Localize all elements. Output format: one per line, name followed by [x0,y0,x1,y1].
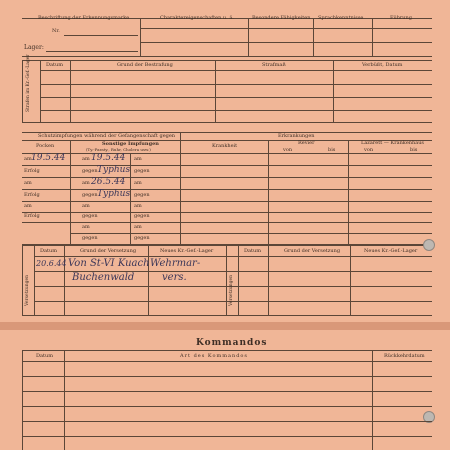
transfer-top-rule [22,245,432,246]
transfer-col-reason-l: Grund der Versetzung [80,248,137,254]
row-erfolg-3: Erfolg [24,213,40,219]
row-gegen-o2: gegen [82,192,98,198]
row-gegen-r4: gegen [134,235,150,241]
punish-top-rule [22,60,432,61]
transfer-side-label-left: Versetzungen [25,274,30,306]
card-fold [0,322,450,330]
hw-transfer-new-1: Wehrmar- [150,258,201,269]
vacc-row-rule [22,165,432,166]
disease-revier-von: von [283,147,293,153]
header-divider [248,18,249,56]
row-am-r1: am [134,156,142,162]
row-am-o2: am [82,180,90,186]
hw-pocken-date: 19.5.44 [31,153,66,163]
header-divider [140,18,141,56]
disease-revier-bis: bis [328,147,336,153]
vacc-title: Schutzimpfungen während der Gefangenschaft gegen [38,133,176,139]
hw-other-type-2: Typhus [97,189,131,199]
kommandos-row-rule [22,406,432,407]
mark-label: Beschriftung der Erkennungsmarke [38,15,130,21]
punish-bottom-rule [22,122,432,123]
row-am-r2: am [134,180,142,186]
vacc-row-rule [22,201,432,202]
conduct-label: Führung [390,15,412,21]
disease-col [268,140,269,244]
punish-row-rule [40,97,432,98]
kommandos-head-rule [22,361,432,362]
punch-hole [423,239,435,251]
kommandos-col [64,350,65,450]
header-divider [313,18,314,56]
transfer-left-rule [22,245,23,315]
punish-row-rule [40,84,432,85]
disease-col-illness: Krankheit [212,143,238,149]
vacc-inner-col [130,153,131,244]
row-gegen-r3: gegen [134,213,150,219]
row-am-r3: am [134,203,142,209]
transfer-col-date-r: Datum [244,248,261,254]
punish-col-measure: Strafmaß [262,62,286,68]
transfer-col-new-r: Neues Kr.-Gef.-Lager [364,248,418,254]
row-gegen-o4: gegen [82,235,98,241]
disease-col-revier: Revier [298,140,315,146]
row-am-3: am [24,203,32,209]
abilities-label: Besondere Fähigkeiten [252,15,311,21]
disease-col-lazarett: Lazarett — Krankenhaus [361,140,424,146]
punish-col-date: Datum [46,62,63,68]
row-am-r4: am [134,224,142,230]
vacc-row-rule [70,233,432,234]
disease-lazarett-von: von [364,147,374,153]
transfer-bottom-rule [22,315,432,316]
nr-label: Nr. [52,28,60,34]
nr-field-line [64,35,138,36]
hw-transfer-new-2: vers. [162,272,187,283]
header-rule [141,28,432,29]
transfer-col-date-l: Datum [40,248,57,254]
header-divider [372,18,373,56]
vacc-col-pocken: Pocken [36,143,55,149]
punish-side-label: Strafen im Kr.-Gef.-Lager [26,54,31,112]
punish-left-rule [22,60,23,122]
transfer-col-new-l: Neues Kr.-Gef.-Lager [160,248,214,254]
kommandos-col-date: Datum [36,353,53,359]
row-am-o3: am [82,203,90,209]
row-am-2: am [24,180,32,186]
disease-lazarett-bis: bis [410,147,418,153]
vacc-col [70,140,71,244]
kommandos-col-type: Art des Kommandos [180,353,248,359]
row-am-1: am [24,156,32,162]
header-rule [141,42,432,43]
kommandos-col-return: Rückkehrdatum [384,353,425,359]
row-erfolg-2: Erfolg [24,192,40,198]
row-am-o1: am [82,156,90,162]
kommandos-row-rule [22,436,432,437]
hw-other-date-1: 19.5.44 [91,153,126,163]
transfer-side-label-right: Versetzungen [229,274,234,306]
vacc-row-rule [22,222,432,223]
kommandos-top-rule [22,350,432,351]
lager-field-line [46,51,138,52]
kommandos-row-rule [22,376,432,377]
disease-title: Erkrankungen [278,133,315,139]
row-am-o4: am [82,224,90,230]
hw-other-date-2: 26.5.44 [91,177,126,187]
hw-transfer-reason-2: Buchenwald [72,272,135,283]
punish-col-reason: Grund der Bestrafung [117,62,173,68]
vacc-col-other-sub: (Ty.-Paraty., Ruhr, Cholera usw.) [86,147,151,152]
kommandos-row-rule [22,391,432,392]
punish-col-served: Verbüßt, Datum [362,62,403,68]
vacc-disease-divider [180,132,181,244]
kommandos-row-rule [22,421,432,422]
lager-label: Lager: [24,44,44,51]
hw-transfer-reason-1: Von St-VI Kuach [68,258,150,269]
row-erfolg-1: Erfolg [24,168,40,174]
character-label: Charaktereigenschaften u. ä. [160,15,234,21]
vacc-col-other: Sonstige Impfungen [102,141,159,147]
kommandos-col [372,350,373,450]
languages-label: Sprachkenntnisse [318,15,364,21]
transfer-col-reason-r: Grund der Versetzung [284,248,341,254]
row-gegen-r1: gegen [134,168,150,174]
punish-head-rule [40,70,432,71]
vacc-row-rule [22,177,432,178]
row-gegen-o1: gegen [82,168,98,174]
hw-other-type-1: Typhus [97,165,131,175]
header-bottom-rule [22,56,432,57]
vacc-head-rule [22,153,432,154]
row-gegen-r2: gegen [134,192,150,198]
kommandos-title: Kommandos [196,338,268,348]
disease-col [348,140,349,244]
transfer-head-rule [34,256,432,257]
kommandos-left-rule [22,350,23,450]
punish-row-rule [40,110,432,111]
vacc-row-rule [22,189,432,190]
hw-transfer-date: 20.6.44 [36,259,67,268]
row-gegen-o3: gegen [82,213,98,219]
